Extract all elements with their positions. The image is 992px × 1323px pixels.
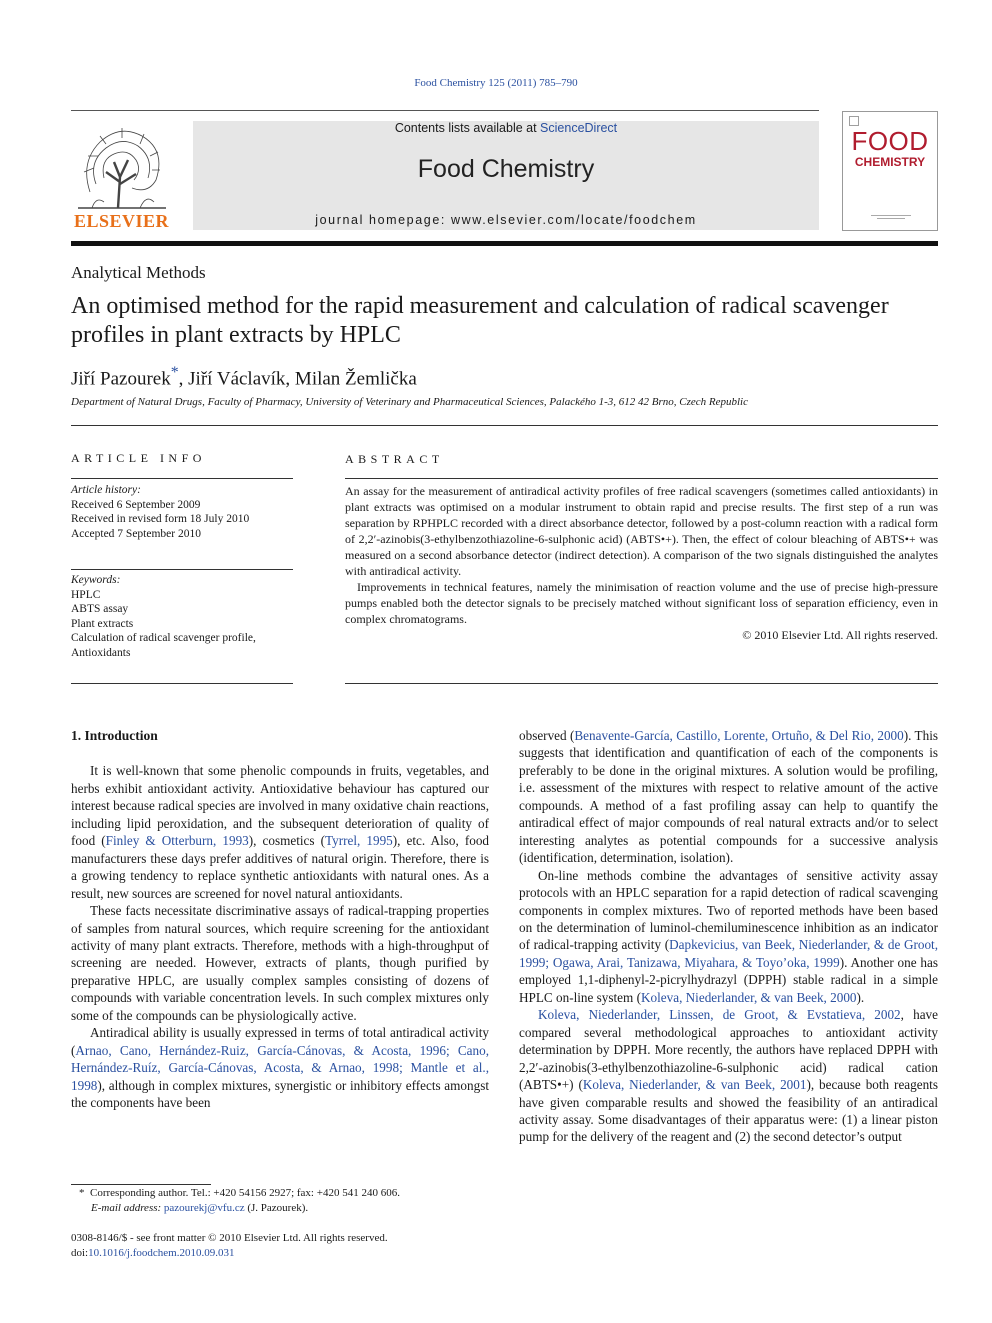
- citation-link[interactable]: Benavente-García, Castillo, Lorente, Ortuño, & Del Rio, 2000: [574, 728, 904, 743]
- journal-citation[interactable]: Food Chemistry 125 (2011) 785–790: [414, 77, 578, 89]
- keyword: Plant extracts: [71, 617, 134, 630]
- author-name: Jiří Pazourek: [71, 368, 171, 390]
- body-paragraph: On-line methods combine the advantages of sensitive activity assay protocols with an HPLC separation for a rapid detection of radical scavenging components in complex mixtures. Two of reported methods have been based on the determination of luminol-chemiluminescence inhibition as an indicator of radical-trapping activity (Dapkevicius, van Beek, Niederlander, & de Groot, 1999; Ogawa, Arai, Tanizawa, Miyahara, & Toyo’oka, 1999). Another one has employed 1,1-diphenyl-2-picrylhydrazyl (DPPH) stable radical in a simple HPLC on-line system (Koleva, Niederlander, & van Beek, 2000).: [519, 867, 939, 1005]
- email-link[interactable]: pazourekj@vfu.cz: [163, 1201, 245, 1214]
- header-thick-rule: [71, 241, 938, 246]
- cover-publisher-mark-icon: [871, 212, 911, 222]
- history-item: Received in revised form 18 July 2010: [71, 513, 250, 526]
- abstract-paragraph: An assay for the measurement of antiradical activity profiles of free radical scavengers (sometimes called antioxidants) in plant extracts was optimised on a modular instrument to obtain rapid and precise results. The first step of a run was separation by RPHPLC recorded with a direct absorbance detector, followed by a post-column reaction with a radical form of 2,2′-azinobis(3-ethylbenzothiazoline-6-sulphonic acid) (ABTS•+). Then, the effect of colour bleaching of ABTS•+ was measured on a second absorbance detector (indirect detection). A comparison of the two signals distinguished the analytes with antiradical activity.: [345, 484, 938, 578]
- citation-link[interactable]: Arnao, Cano, Hernández-Ruiz, García-Cánovas, & Acosta, 1996; Cano, Hernández-Ruíz, García-Cánovas, Acosta, & Arnao, 1998; Mantle et al., 1998: [71, 1042, 489, 1093]
- sciencedirect-link[interactable]: ScienceDirect: [540, 121, 618, 135]
- citation-link[interactable]: Tyrrel, 1995: [325, 833, 393, 849]
- journal-cover-thumbnail: [842, 111, 938, 231]
- author-name: Jiří Václavík: [188, 368, 286, 390]
- history-item: Accepted 7 September 2010: [71, 527, 201, 540]
- history-label: Article history:: [71, 484, 141, 496]
- body-column-right: [519, 727, 938, 1146]
- header-rule: [71, 110, 819, 111]
- abstract-paragraph: Improvements in technical features, namely the minimisation of reaction volume and the use of precise high-pressure pumps enabled both the detector signals to be precisely matched without significant loss of separation efficiency, even in complex chromatograms.: [345, 580, 938, 626]
- front-matter-line: 0308-8146/$ - see front matter © 2010 Elsevier Ltd. All rights reserved.: [71, 1232, 388, 1244]
- info-rule: [71, 569, 293, 570]
- citation-link[interactable]: Koleva, Niederlander, & van Beek, 2000: [640, 989, 857, 1005]
- body-paragraph: Koleva, Niederlander, Linssen, de Groot, & Evstatieva, 2002, have compared several methodological approaches to antioxidant activity determination by DPPH. More recently, the authors have replaced DPPH with 2,2′-azinobis(3-ethylbenzothiazoline-6-sulphonic acid) radical cation (ABTS•+) (Koleva, Niederlander, & van Beek, 2001), because both reagents have given comparable results and showed the feasibility of an antiradical activity assay. Some disadvantages of their apparatus were: (1) a linear piston pump for the delivery of the reagent and (2) the second detector’s output: [519, 1007, 938, 1145]
- keyword: Calculation of radical scavenger profile,: [71, 632, 256, 645]
- article-history: [71, 483, 293, 541]
- citation-link[interactable]: Koleva, Niederlander, & van Beek, 2001: [582, 1077, 807, 1093]
- author-list: Jiří Pazourek*, Jiří Václavík, Milan Žemlička: [71, 364, 417, 390]
- abstract-heading: ABSTRACT: [345, 452, 444, 466]
- history-item: Received 6 September 2009: [71, 498, 201, 511]
- doi-line: doi:10.1016/j.foodchem.2010.09.031: [71, 1246, 235, 1259]
- author-name: Milan Žemlička: [294, 368, 417, 390]
- body-paragraph: observed (Benavente-García, Castillo, Lorente, Ortuño, & Del Rio, 2000). This suggests that identification and quantification of each of the components is preferably to be done in the original mixtures. A solution would be profiling, i.e. assessment of the mixtures with respect to relative amount of the active compounds. A method of a fast profiling assay can help to quantify the antiradical effect of major compounds of real natural extracts and/or to select interesting analytes as potential compounds for a successive analysis (identification, determination, isolation).: [519, 728, 938, 866]
- footnote-mark: *: [79, 1187, 85, 1199]
- journal-header-band: [193, 121, 819, 230]
- body-paragraph: These facts necessitate discriminative assays of radical-trapping properties of samples from natural sources, which require screening for the antioxidant activity of many plant extracts. Therefore, methods with a high-throughput of screening are needed. However, extracts of plants, though purified by preparative HPLC, are usually complex samples consisting of dozens of compounds with variable concentration levels. In such complex mixtures only some of the compounds can be physiologically active.: [71, 903, 489, 1023]
- affiliation-rule: [71, 425, 938, 426]
- citation-link[interactable]: Dapkevicius, van Beek, Niederlander, & de Groot, 1999; Ogawa, Arai, Tanizawa, Miyahara, & Toyo’oka, 1999: [519, 937, 939, 970]
- doi-link[interactable]: 10.1016/j.foodchem.2010.09.031: [88, 1246, 235, 1259]
- footnote-email: E-mail address: pazourekj@vfu.cz (J. Pazourek).: [91, 1201, 309, 1214]
- cover-title-chemistry: CHEMISTRY: [854, 155, 926, 169]
- info-rule: [71, 478, 293, 479]
- intro-heading: 1. Introduction: [71, 728, 158, 743]
- elsevier-logo: [70, 122, 173, 232]
- elsevier-wordmark: ELSEVIER: [73, 211, 170, 231]
- body-column-left: [71, 727, 489, 1112]
- affiliation: Department of Natural Drugs, Faculty of Pharmacy, University of Veterinary and Pharmaceutical Sciences, Palackého 1-3, 612 42 Brno, Czech Republic: [71, 396, 748, 408]
- footnote: [71, 1186, 489, 1215]
- journal-homepage[interactable]: journal homepage: www.elsevier.com/locate/foodchem: [315, 213, 697, 227]
- footnote-corresponding: * Corresponding author. Tel.: +420 54156 2927; fax: +420 541 240 606.: [79, 1187, 400, 1199]
- abstract-body: [345, 483, 938, 643]
- section-label: Analytical Methods: [71, 263, 206, 282]
- elsevier-tree-icon: [70, 122, 173, 210]
- corresponding-mark[interactable]: *: [170, 364, 179, 381]
- citation-link[interactable]: Finley & Otterburn, 1993: [105, 833, 249, 849]
- body-paragraph: It is well-known that some phenolic compounds in fruits, vegetables, and herbs exhibit antioxidant activity. Antioxidative behaviour has captured our interest because radical species are involved in many oxidative chain reactions, including lipid peroxidation, and the subsequent deterioration of quality of food (Finley & Otterburn, 1993), cosmetics (Tyrrel, 1995), etc. Also, food manufacturers these days prefer additives of natural origin. Therefore, there is a growing tendency to replace synthetic antioxidants with natural ones. As a result, new sources are screened for novel natural antioxidants.: [71, 763, 490, 901]
- keywords-label: Keywords:: [71, 574, 121, 586]
- cover-badge-icon: [849, 116, 859, 126]
- article-info-heading: ARTICLE INFO: [71, 451, 206, 465]
- copyright: © 2010 Elsevier Ltd. All rights reserved.: [742, 628, 938, 642]
- body-paragraph: Antiradical ability is usually expressed in terms of total antiradical activity (Arnao, Cano, Hernández-Ruiz, García-Cánovas, & Acosta, 1996; Cano, Hernández-Ruíz, García-Cánovas, Acosta, & Arnao, 1998; Mantle et al., 1998), although in complex mixtures, synergistic or inhibitory effects amongst the components have been: [71, 1025, 489, 1111]
- contents-line: [193, 121, 819, 135]
- keyword: Antioxidants: [71, 646, 131, 659]
- citation-link[interactable]: Koleva, Niederlander, Linssen, de Groot, & Evstatieva, 2002: [538, 1007, 901, 1023]
- footnote-rule: [71, 1184, 211, 1185]
- abstract-rule: [345, 683, 938, 684]
- imprint: [71, 1231, 489, 1260]
- info-rule: [71, 683, 293, 684]
- keyword: ABTS assay: [71, 603, 129, 616]
- abstract-rule: [345, 478, 938, 479]
- journal-name: Food Chemistry: [417, 155, 595, 183]
- cover-title-food: FOOD: [851, 126, 929, 156]
- contents-prefix: Contents lists available at: [394, 121, 541, 135]
- article-title: An optimised method for the rapid measurement and calculation of radical scavenger profiles in plant extracts by HPLC: [71, 293, 889, 348]
- keyword: HPLC: [71, 588, 101, 601]
- keywords: [71, 573, 293, 661]
